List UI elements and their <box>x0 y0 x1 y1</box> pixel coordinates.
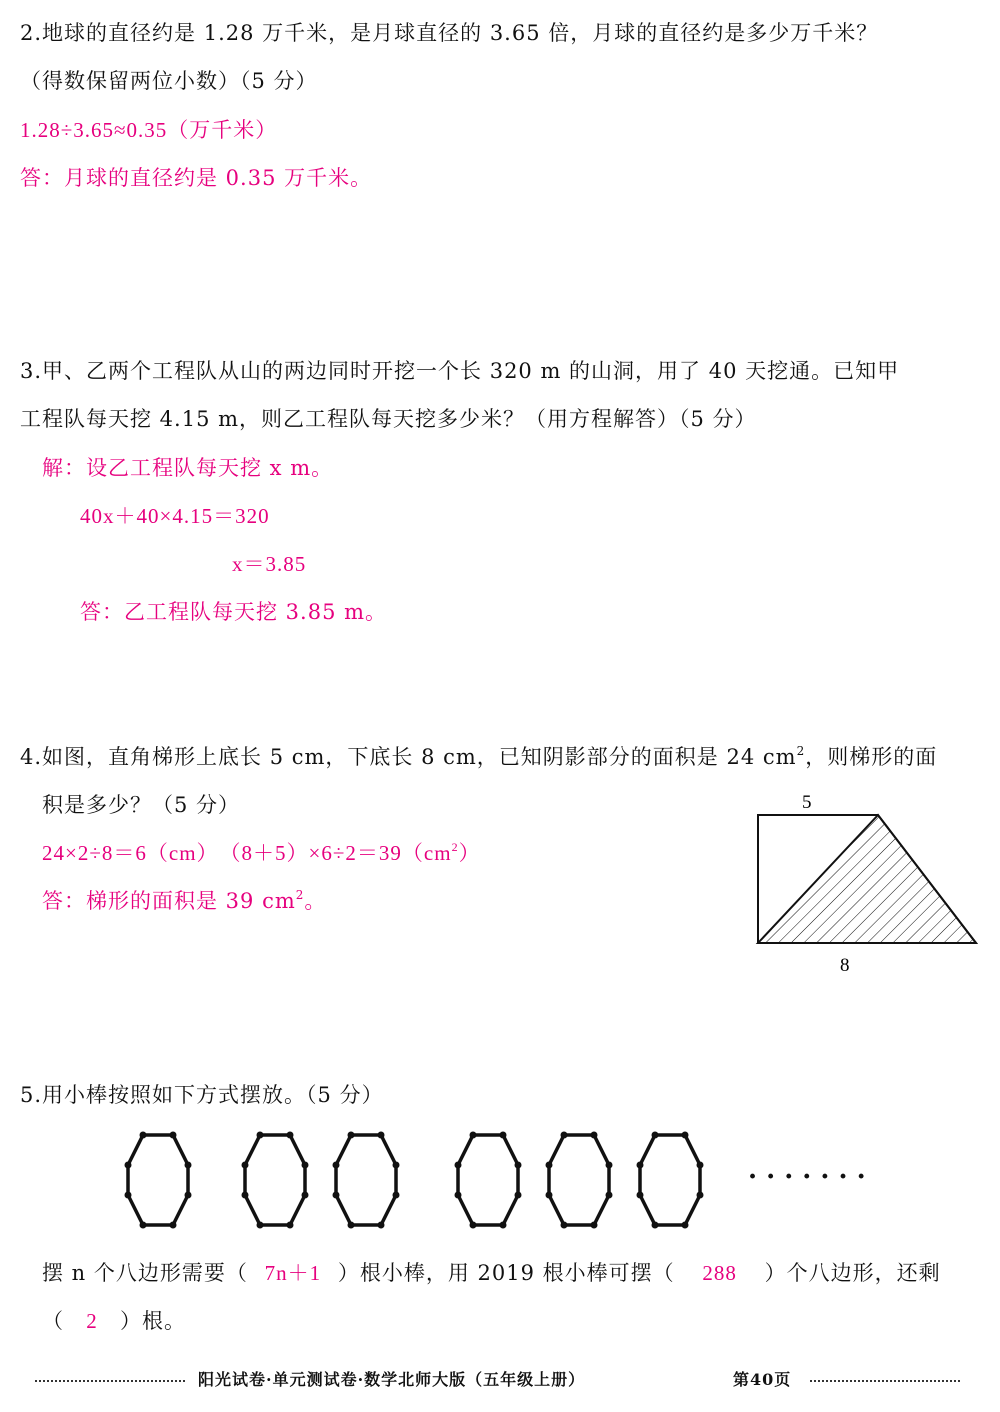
stick-joint-dot <box>257 1132 264 1139</box>
stick-joint-dot <box>348 1132 355 1139</box>
q3-text-line2: 工程队每天挖 4.15 m，则乙工程队每天挖多少米？（用方程解答）（5 分） <box>20 407 757 431</box>
q2-answer-calc: 1.28÷3.65≈0.35（万千米） <box>20 118 278 142</box>
stick-joint-dot <box>652 1222 659 1229</box>
stick-joint-dot <box>515 1162 522 1169</box>
stick-joint-dot <box>378 1222 385 1229</box>
q5-answer-count: 288 <box>702 1261 737 1285</box>
stick-joint-dot <box>302 1162 309 1169</box>
stick-joint-dot <box>333 1162 340 1169</box>
octagon-sticks <box>458 1135 518 1225</box>
stick-joint-dot <box>302 1192 309 1199</box>
stick-joint-dot <box>393 1162 400 1169</box>
q4-text-line1-main: 4.如图，直角梯形上底长 5 cm，下底长 8 cm，已知阴影部分的面积是 24 cm <box>20 745 797 769</box>
stick-joint-dot <box>470 1132 477 1139</box>
stick-joint-dot <box>333 1192 340 1199</box>
octagon-sticks <box>245 1135 305 1225</box>
stick-joint-dot <box>637 1192 644 1199</box>
q4-answer-statement-sup: 2 <box>295 888 305 902</box>
stick-joint-dot <box>652 1132 659 1139</box>
q2-text-line2: （得数保留两位小数）（5 分） <box>20 69 318 93</box>
stick-joint-dot <box>287 1132 294 1139</box>
q4-text-line1-tail: ，则梯形的面 <box>805 745 938 769</box>
stick-joint-dot <box>500 1222 507 1229</box>
stick-joint-dot <box>515 1192 522 1199</box>
stick-joint-dot <box>561 1132 568 1139</box>
stick-joint-dot <box>348 1222 355 1229</box>
stick-joint-dot <box>470 1222 477 1229</box>
stick-joint-dot <box>140 1132 147 1139</box>
stick-joint-dot <box>257 1222 264 1229</box>
q4-answer-statement-main: 答：梯形的面积是 39 cm <box>42 889 296 913</box>
q3-answer-solution: x＝3.85 <box>232 552 307 576</box>
q4-answer-calc <box>42 838 481 868</box>
q5-fill-line1 <box>42 1258 941 1288</box>
octagon-sticks <box>128 1135 188 1225</box>
octagon-sticks <box>640 1135 700 1225</box>
q2-answer-statement: 答：月球的直径约是 0.35 万千米。 <box>20 166 373 190</box>
stick-joint-dot <box>242 1192 249 1199</box>
stick-joint-dot <box>170 1132 177 1139</box>
stick-joint-dot <box>561 1222 568 1229</box>
q5-fill-line2 <box>42 1306 186 1336</box>
trapezoid-top-label: 5 <box>802 792 812 813</box>
q5-fill-text-a: 摆 n 个八边形需要（ <box>42 1261 248 1285</box>
octagon-sticks <box>549 1135 609 1225</box>
q4-text-line1 <box>20 742 937 772</box>
octagon-sticks <box>336 1135 396 1225</box>
trapezoid-bottom-label: 8 <box>840 955 850 976</box>
trapezoid-figure <box>740 790 990 980</box>
stick-joint-dot <box>455 1192 462 1199</box>
stick-joint-dot <box>637 1162 644 1169</box>
stick-joint-dot <box>697 1162 704 1169</box>
stick-joint-dot <box>591 1222 598 1229</box>
q4-text-line2: 积是多少？（5 分） <box>42 793 241 817</box>
q4-unit-superscript: 2 <box>796 744 806 758</box>
stick-joint-dot <box>125 1162 132 1169</box>
footer-dotted-rule-right <box>810 1380 960 1382</box>
stick-joint-dot <box>606 1192 613 1199</box>
q5-answer-remainder: 2 <box>86 1309 98 1333</box>
q4-answer-calc-sup: 2 <box>451 840 459 854</box>
ellipsis-dots: · · · · · · · <box>748 1162 866 1192</box>
stick-joint-dot <box>393 1192 400 1199</box>
stick-joint-dot <box>170 1222 177 1229</box>
octagon-stick-figures <box>110 1115 910 1245</box>
q5-answer-formula: 7n＋1 <box>264 1261 322 1285</box>
q2-text-line1: 2.地球的直径约是 1.28 万千米，是月球直径的 3.65 倍，月球的直径约是多少万千米？ <box>20 21 879 45</box>
q3-answer-setup: 解：设乙工程队每天挖 x m。 <box>42 456 334 480</box>
q3-answer-equation: 40x＋40×4.15＝320 <box>80 504 270 528</box>
stick-joint-dot <box>140 1222 147 1229</box>
q4-answer-calc-tail: ） <box>458 841 481 865</box>
footer-dotted-rule-left <box>35 1380 185 1382</box>
q5-fill2-text-a: （ <box>42 1309 64 1333</box>
footer-title: 阳光试卷·单元测试卷·数学北师大版（五年级上册） <box>198 1370 586 1389</box>
stick-joint-dot <box>185 1192 192 1199</box>
stick-joint-dot <box>378 1132 385 1139</box>
stick-joint-dot <box>546 1192 553 1199</box>
stick-joint-dot <box>591 1132 598 1139</box>
stick-joint-dot <box>682 1222 689 1229</box>
q3-text-line1: 3.甲、乙两个工程队从山的两边同时开挖一个长 320 m 的山洞，用了 40 天挖通。已知甲 <box>20 359 900 383</box>
stick-joint-dot <box>287 1222 294 1229</box>
shaded-triangle <box>758 815 976 943</box>
q4-answer-statement <box>42 886 326 916</box>
stick-joint-dot <box>125 1192 132 1199</box>
stick-joint-dot <box>185 1162 192 1169</box>
q5-fill2-text-b: ）根。 <box>120 1309 186 1333</box>
q4-answer-statement-tail: 。 <box>304 889 327 913</box>
stick-joint-dot <box>242 1162 249 1169</box>
stick-joint-dot <box>455 1162 462 1169</box>
q5-fill-text-b: ）根小棒，用 2019 根小棒可摆（ <box>337 1261 675 1285</box>
q3-answer-statement: 答：乙工程队每天挖 3.85 m。 <box>80 600 388 624</box>
stick-joint-dot <box>546 1162 553 1169</box>
stick-joint-dot <box>606 1162 613 1169</box>
q5-text: 5.用小棒按照如下方式摆放。（5 分） <box>20 1083 384 1107</box>
page-number: 第40页 <box>733 1370 792 1389</box>
stick-joint-dot <box>682 1132 689 1139</box>
q4-answer-calc-main: 24×2÷8＝6（cm） （8＋5）×6÷2＝39（cm <box>42 841 452 865</box>
page-footer <box>0 1365 1000 1395</box>
q5-fill-text-c: ）个八边形，还剩 <box>764 1261 941 1285</box>
stick-joint-dot <box>500 1132 507 1139</box>
stick-joint-dot <box>697 1192 704 1199</box>
